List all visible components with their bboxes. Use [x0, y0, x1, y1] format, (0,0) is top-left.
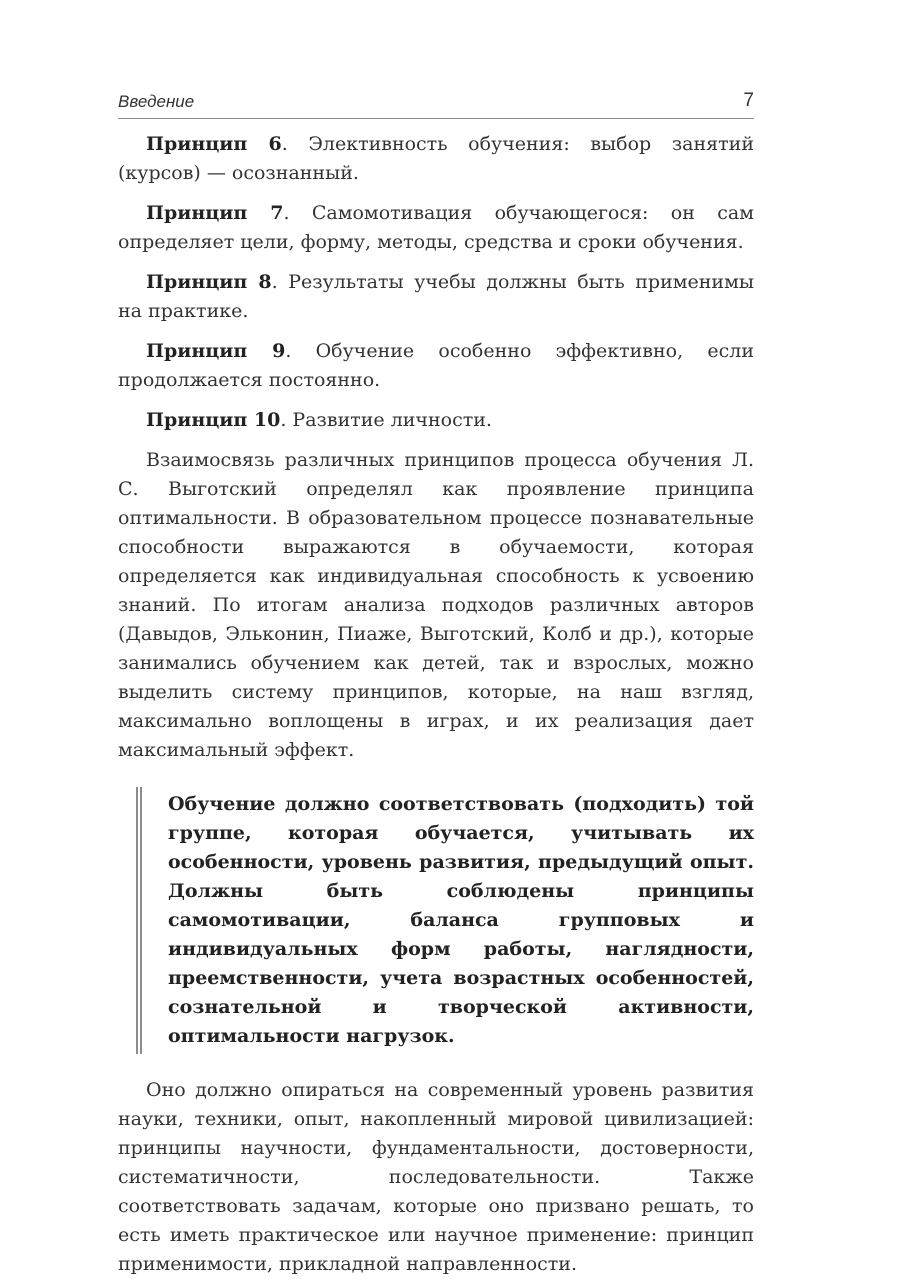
- running-header: [118, 88, 754, 119]
- principle-6: [118, 130, 754, 188]
- page-body: [118, 130, 754, 1279]
- principle-7: [118, 199, 754, 257]
- principle-label: Принцип 6: [146, 133, 282, 155]
- section-title: Введение: [118, 92, 195, 111]
- principle-text: . Результаты учебы должны быть применимы на практике.: [118, 271, 754, 322]
- page-number: 7: [743, 90, 754, 111]
- principle-10: [118, 406, 754, 435]
- highlight-callout: Обучение должно соответствовать (подходить) той группе, которая обучается, учитывать их особенности, уровень развития, предыдущий опыт. Должны быть соблюдены принципы самомотивации, баланса групповых и индивидуальных форм работы, наглядности, преемственности, учета возрастных особенностей, сознательной и творческой активности, оптимальности нагрузок.: [136, 787, 754, 1054]
- principle-text: . Обучение особенно эффективно, если продолжается постоянно.: [118, 340, 754, 391]
- principle-label: Принцип 10: [146, 409, 281, 431]
- principle-8: [118, 268, 754, 326]
- body-paragraph-1: Взаимосвязь различных принципов процесса обучения Л. С. Выготский определял как проявление принципа оптимальности. В образовательном процессе познавательные способности выражаются в обучаемости, которая определяется как индивидуальная способность к усвоению знаний. По итогам анализа подходов различных авторов (Давыдов, Эльконин, Пиаже, Выготский, Колб и др.), которые занимались обучением как детей, так и взрослых, можно выделить систему принципов, которые, на наш взгляд, максимально воплощены в играх, и их реализация дает максимальный эффект.: [118, 449, 754, 761]
- body-paragraph-2: Оно должно опираться на современный уровень развития науки, техники, опыт, накопленный мировой цивилизацией: принципы научности, фундаментальности, достоверности, систематичности, последовательности. Также соответствовать задачам, которые оно призвано решать, то есть иметь практическое или научное применение: принцип применимости, прикладной направленности.: [118, 1079, 754, 1275]
- principle-label: Принцип 8: [146, 271, 272, 293]
- principle-9: [118, 337, 754, 395]
- principle-text: . Элективность обучения: выбор занятий (курсов) — осознанный.: [118, 133, 754, 184]
- principle-text: . Самомотивация обучающегося: он сам определяет цели, форму, методы, средства и сроки обучения.: [118, 202, 754, 253]
- principle-text: . Развитие личности.: [280, 409, 492, 431]
- principle-label: Принцип 9: [146, 340, 286, 362]
- principle-label: Принцип 7: [146, 202, 284, 224]
